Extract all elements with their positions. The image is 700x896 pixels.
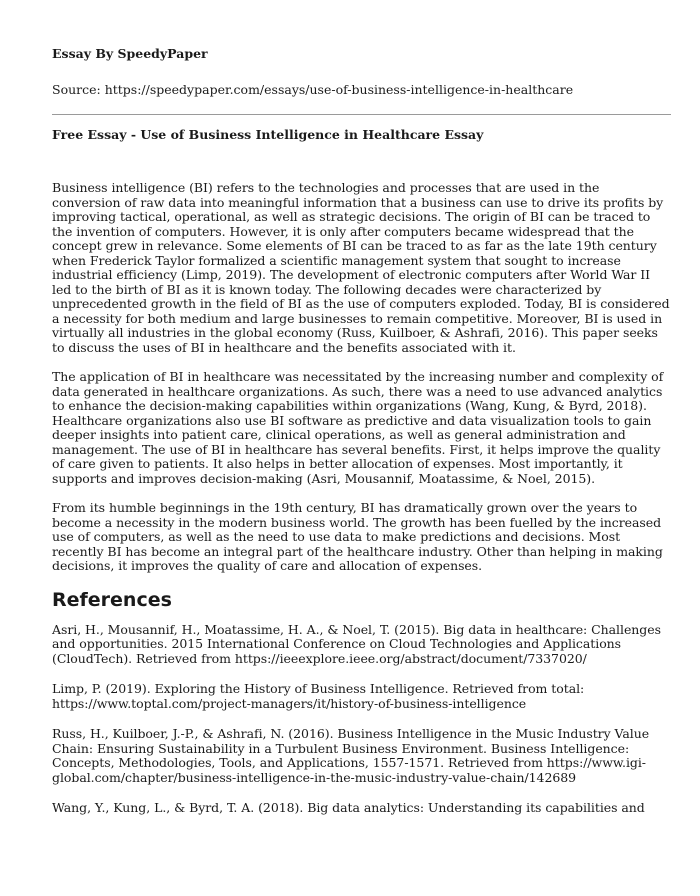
body-paragraph: The application of BI in healthcare was necessitated by the increasing number and complexity of data generated in healthcare organizations. As such, there was a need to use advanced analytics to enhance the decision-making capabilities within organizations (Wang, Kung, & Byrd, 2018). Healthcare organizations also use BI software as predictive and data visualization tools to gain deeper insights into patient care, clinical operations, as well as general administration and management. The use of BI in healthcare has several benefits. First, it helps improve the quality of care given to patients. It also helps in better allocation of expenses. Most importantly, it supports and improves decision-making (Asri, Mousannif, Moatassime, & Noel, 2015). — [52, 369, 664, 486]
body-paragraph: Business intelligence (BI) refers to the technologies and processes that are used in the conversion of raw data into meaningful information that a business can use to drive its profits by improving tactical, operational, as well as strategic decisions. The origin of BI can be traced to the invention of computers. However, it is only after computers became widespread that the concept grew in relevance. Some elements of BI can be traced to as far as the late 19th century when Frederick Taylor formalized a scientific management system that sought to increase industrial efficiency (Limp, 2019). The development of electronic computers after World War II led to the birth of BI as it is known today. The following decades were characterized by unprecedented growth in the field of BI as the use of computers exploded. Today, BI is considered a necessity for both medium and large businesses to remain competitive. Moreover, BI is used in virtually all industries in the global economy (Russ, Kuilboer, & Ashrafi, 2016). This paper seeks to discuss the uses of BI in healthcare and the benefits associated with it. — [52, 180, 670, 355]
reference-item: Limp, P. (2019). Exploring the History of Business Intelligence. Retrieved from total: https://www.toptal.com/project-managers/it/history-of-business-intelligence — [52, 681, 585, 711]
essay-body — [52, 181, 671, 574]
reference-item: Russ, H., Kuilboer, J.-P., & Ashrafi, N. (2016). Business Intelligence in the Music Industry Value Chain: Ensuring Sustainability in a Turbulent Business Environment. Business Intelligence: Concepts, Methodologies, Tools, and Applications, 1557-1571. Retrieved from https://www.igi-global.com/chapter/business-intelligence-in-the-music-industry-value-chain/142689 — [52, 726, 650, 785]
references-list — [52, 623, 671, 816]
document-page — [0, 46, 700, 896]
header-divider — [52, 114, 671, 115]
reference-item: Asri, H., Mousannif, H., Moatassime, H. A., & Noel, T. (2015). Big data in healthcare: Challenges and opportunities. 2015 International Conference on Cloud Technologies and Applications (CloudTech). Retrieved from https://ieeexplore.ieee.org/abstract/document/7337020/ — [52, 621, 661, 666]
source-line: Source: https://speedypaper.com/essays/use-of-business-intelligence-in-healthcare — [52, 82, 574, 97]
reference-item: Wang, Y., Kung, L., & Byrd, T. A. (2018). Big data analytics: Understanding its capabilities and — [52, 800, 645, 815]
essay-title: Free Essay - Use of Business Intelligence in Healthcare Essay — [52, 127, 484, 142]
body-paragraph: From its humble beginnings in the 19th century, BI has dramatically grown over the years to become a necessity in the modern business world. The growth has been fuelled by the increased use of computers, as well as the need to use data to make predictions and decisions. Most recently BI has become an integral part of the healthcare industry. Other than helping in making decisions, it improves the quality of care and allocation of expenses. — [52, 500, 663, 573]
references-heading: References — [52, 588, 172, 611]
brand-title: Essay By SpeedyPaper — [52, 46, 208, 61]
